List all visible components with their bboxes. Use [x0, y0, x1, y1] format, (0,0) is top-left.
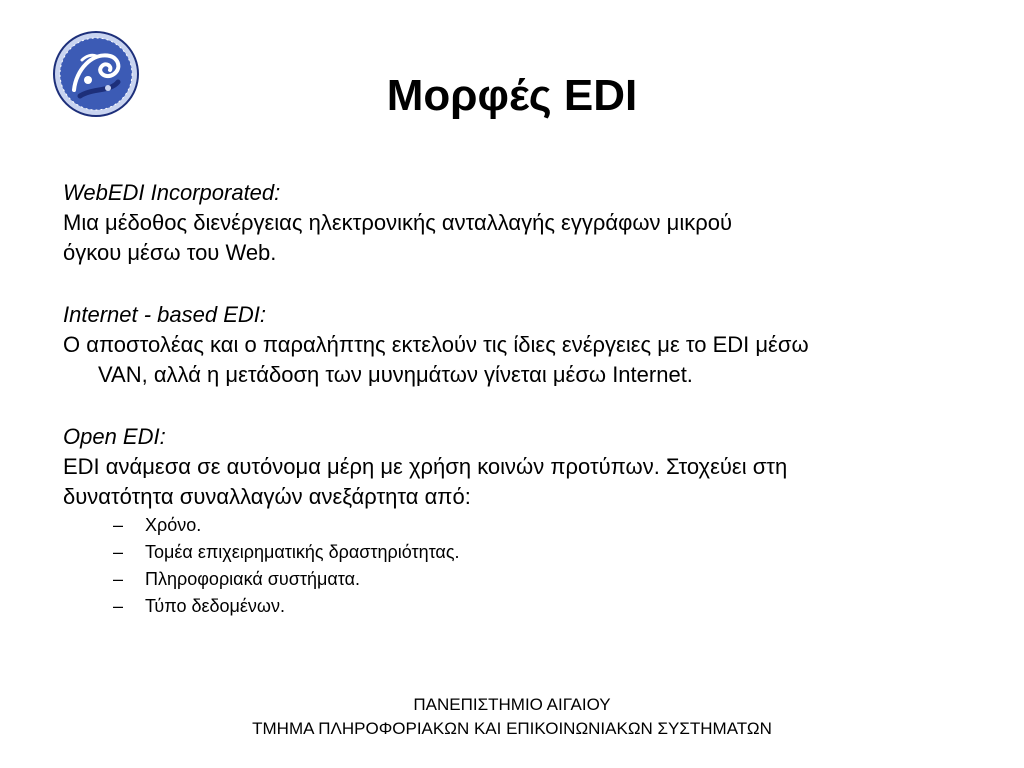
- webedi-text-line-1: Μια μέδοθος διενέργειας ηλεκτρονικής ανταλλαγής εγγράφων μικρού: [63, 210, 733, 235]
- list-item: [63, 512, 963, 539]
- list-item: [63, 566, 963, 593]
- bullet-dash: –: [113, 542, 124, 562]
- list-item-text: Χρόνο.: [145, 515, 202, 535]
- footer-department: ΤΜΗΜΑ ΠΛΗΡΟΦΟΡΙΑΚΩΝ ΚΑΙ ΕΠΙΚΟΙΝΩΝΙΑΚΩΝ ΣΥΣΤΗΜΑΤΩΝ: [252, 719, 772, 738]
- internet-edi-heading: Internet - based EDI:: [63, 302, 266, 327]
- list-item: [63, 539, 963, 566]
- list-item-text: Τύπο δεδομένων.: [145, 596, 285, 616]
- slide-footer: [0, 693, 1024, 741]
- list-item-text: Πληροφοριακά συστήματα.: [145, 569, 360, 589]
- list-item-text: Τομέα επιχειρηματικής δραστηριότητας.: [145, 542, 460, 562]
- bullet-dash: –: [113, 515, 124, 535]
- bullet-dash: –: [113, 569, 124, 589]
- open-edi-heading: Open EDI:: [63, 424, 166, 449]
- webedi-text-line-2: όγκου μέσω του Web.: [63, 240, 277, 265]
- internet-edi-text-line-1: Ο αποστολέας και ο παραλήπτης εκτελούν τις ίδιες ενέργειες με το EDI μέσω: [63, 332, 809, 357]
- bullet-dash: –: [113, 596, 124, 616]
- footer-university: ΠΑΝΕΠΙΣΤΗΜΙΟ ΑΙΓΑΙΟΥ: [413, 695, 611, 714]
- slide-body: [63, 178, 963, 620]
- webedi-heading: WebEDI Incorporated:: [63, 180, 281, 205]
- open-edi-text-line-2: δυνατότητα συναλλαγών ανεξάρτητα από:: [63, 484, 471, 509]
- internet-edi-text-line-2: VAN, αλλά η μετάδοση των μυνημάτων γίνεται μέσω Internet.: [98, 362, 693, 387]
- slide-title: Μορφές EDI: [386, 71, 638, 120]
- open-edi-text-line-1: EDI ανάμεσα σε αυτόνομα μέρη με χρήση κοινών προτύπων. Στοχεύει στη: [63, 454, 788, 479]
- list-item: [63, 593, 963, 620]
